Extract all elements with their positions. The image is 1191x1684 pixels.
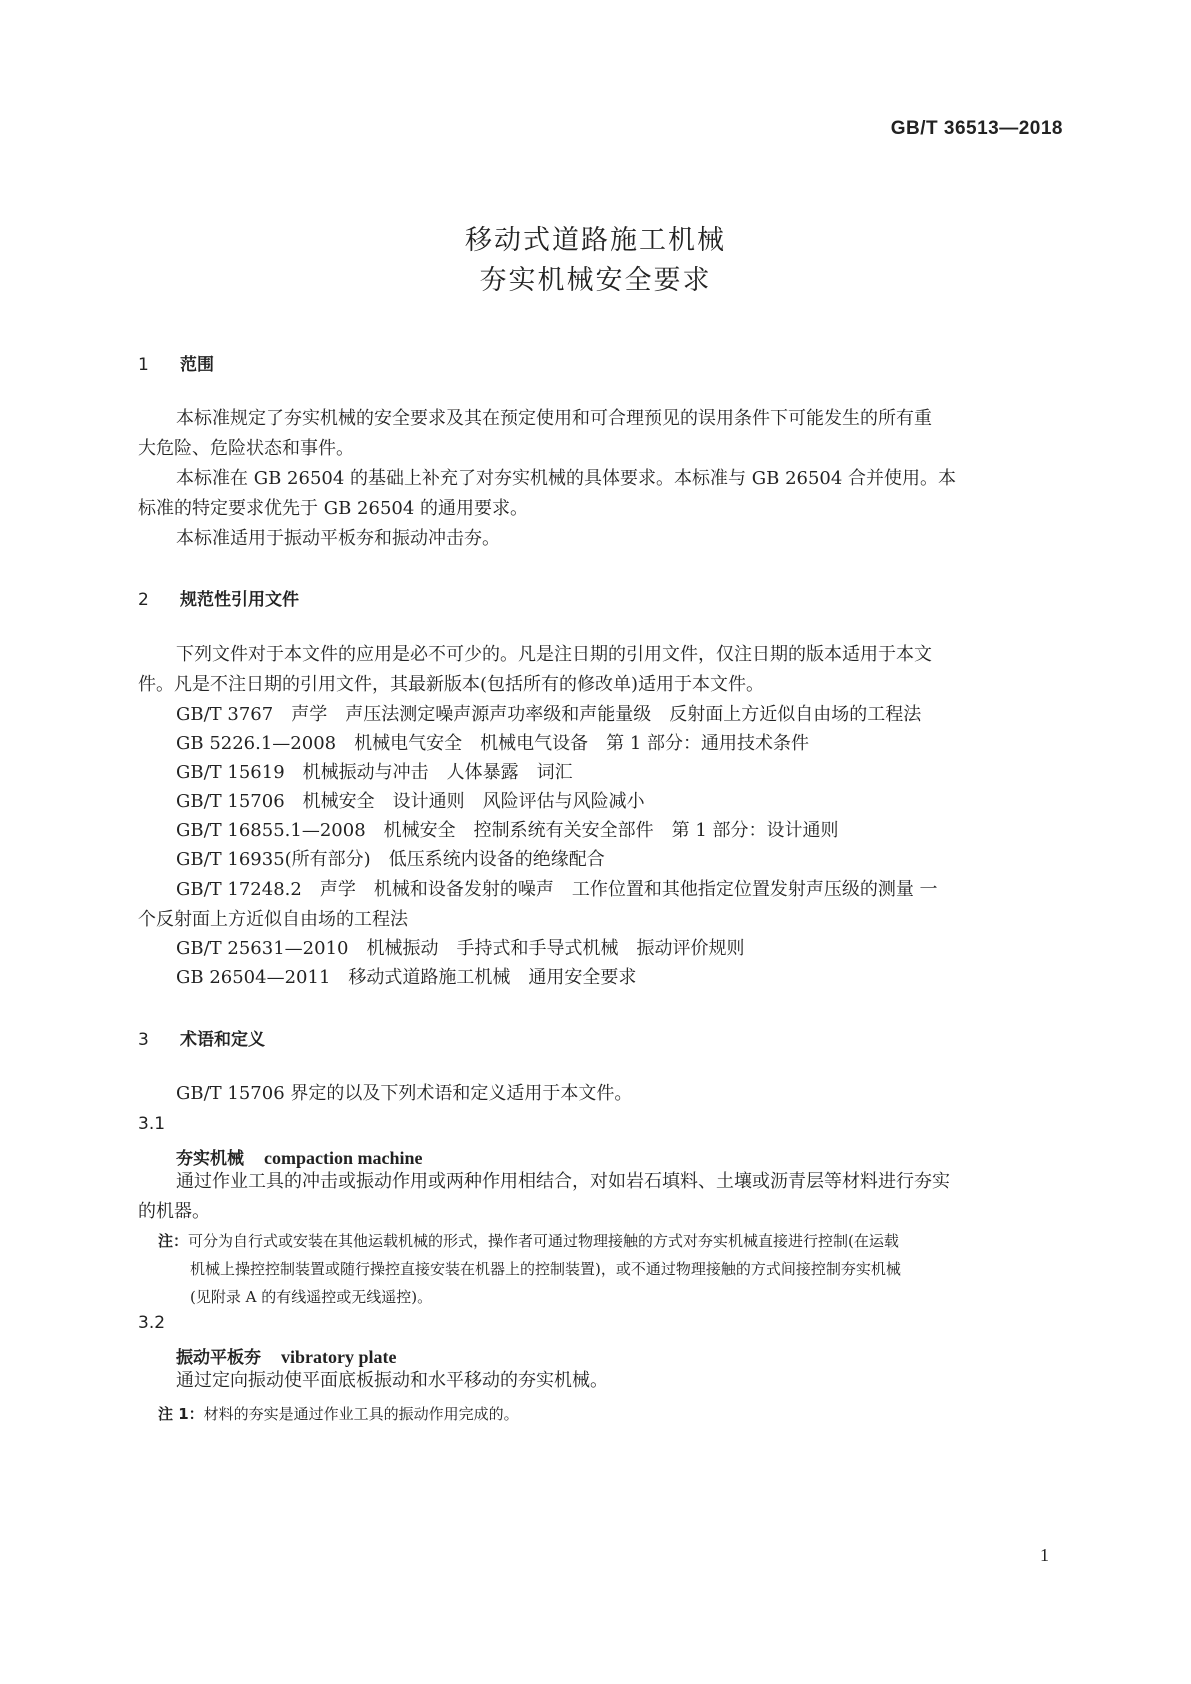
term-3-1-definition-a: 通过作业工具的冲击或振动作用或两种作用相结合，对如岩石填料、土壤或沥青层等材料进行夯实 — [176, 1171, 950, 1192]
scope-paragraph-1b: 大危险、危险状态和事件。 — [138, 438, 354, 459]
reference-item: GB/T 15706 机械安全 设计通则 风险评估与风险减小 — [176, 791, 645, 812]
note-label: 注 1： — [158, 1405, 204, 1423]
term-3-2-english: vibratory plate — [281, 1347, 397, 1367]
term-3-1-note-line-2: 机械上操控控制装置或随行操控直接安装在机器上的控制装置)，或不通过物理接触的方式间接控制夯实机械 — [190, 1260, 901, 1278]
term-3-1-chinese: 夯实机械 — [176, 1149, 244, 1169]
section-3-heading — [138, 1025, 265, 1050]
reference-item: GB/T 16935(所有部分) 低压系统内设备的绝缘配合 — [176, 849, 605, 870]
page-number: 1 — [1040, 1545, 1049, 1565]
section-2-heading — [138, 585, 299, 610]
scope-paragraph-2a: 本标准在 GB 26504 的基础上补充了对夯实机械的具体要求。本标准与 GB 26504 合并使用。本 — [176, 468, 957, 489]
reference-item-continued: 个反射面上方近似自由场的工程法 — [138, 909, 408, 930]
term-3-1-note-line-3: (见附录 A 的有线遥控或无线遥控)。 — [190, 1288, 433, 1306]
note-label: 注： — [158, 1232, 189, 1250]
references-intro-b: 件。凡是不注日期的引用文件，其最新版本(包括所有的修改单)适用于本文件。 — [138, 674, 765, 695]
reference-item: GB/T 15619 机械振动与冲击 人体暴露 词汇 — [176, 762, 573, 783]
scope-paragraph-1a: 本标准规定了夯实机械的安全要求及其在预定使用和可合理预见的误用条件下可能发生的所有重 — [176, 408, 932, 429]
term-3-2-title — [176, 1343, 396, 1368]
section-2-number: 2 — [138, 590, 149, 610]
standard-code: GB/T 36513—2018 — [890, 118, 1063, 139]
section-3-title: 术语和定义 — [180, 1030, 265, 1050]
term-3-1-number: 3.1 — [138, 1114, 166, 1134]
reference-item: GB/T 3767 声学 声压法测定噪声源声功率级和声能量级 反射面上方近似自由场的工程法 — [176, 704, 922, 725]
term-3-2-note-1 — [158, 1400, 519, 1428]
term-3-1-title — [176, 1144, 422, 1169]
reference-item: GB/T 17248.2 声学 机械和设备发射的噪声 工作位置和其他指定位置发射声压级的测量 一 — [176, 879, 938, 900]
term-3-2-definition: 通过定向振动使平面底板振动和水平移动的夯实机械。 — [176, 1370, 608, 1391]
term-3-1-definition-b: 的机器。 — [138, 1201, 210, 1222]
references-intro-a: 下列文件对于本文件的应用是必不可少的。凡是注日期的引用文件，仅注日期的版本适用于本文 — [176, 644, 932, 665]
reference-item: GB/T 25631—2010 机械振动 手持式和手导式机械 振动评价规则 — [176, 938, 745, 959]
document-title-line-1: 移动式道路施工机械 — [465, 225, 726, 256]
term-3-2-number: 3.2 — [138, 1313, 166, 1333]
section-1-heading — [138, 350, 214, 375]
term-3-1-english: compaction machine — [264, 1148, 423, 1168]
term-3-2-chinese: 振动平板夯 — [176, 1348, 261, 1368]
reference-item: GB 26504—2011 移动式道路施工机械 通用安全要求 — [176, 967, 637, 988]
reference-item: GB/T 16855.1—2008 机械安全 控制系统有关安全部件 第 1 部分：设计通则 — [176, 820, 839, 841]
document-title-line-2: 夯实机械安全要求 — [479, 265, 712, 296]
scope-paragraph-2b: 标准的特定要求优先于 GB 26504 的通用要求。 — [138, 498, 529, 519]
section-1-title: 范围 — [180, 355, 214, 375]
terms-intro: GB/T 15706 界定的以及下列术语和定义适用于本文件。 — [176, 1083, 633, 1104]
term-3-1-note-line-1 — [158, 1227, 899, 1255]
section-3-number: 3 — [138, 1030, 149, 1050]
section-1-number: 1 — [138, 355, 149, 375]
section-2-title: 规范性引用文件 — [180, 590, 299, 610]
scope-paragraph-3: 本标准适用于振动平板夯和振动冲击夯。 — [176, 528, 500, 549]
reference-item: GB 5226.1—2008 机械电气安全 机械电气设备 第 1 部分：通用技术条件 — [176, 733, 810, 754]
note-text: 可分为自行式或安装在其他运载机械的形式，操作者可通过物理接触的方式对夯实机械直接进行控制(在运载 — [188, 1232, 899, 1250]
note-text: 材料的夯实是通过作业工具的振动作用完成的。 — [203, 1405, 519, 1423]
